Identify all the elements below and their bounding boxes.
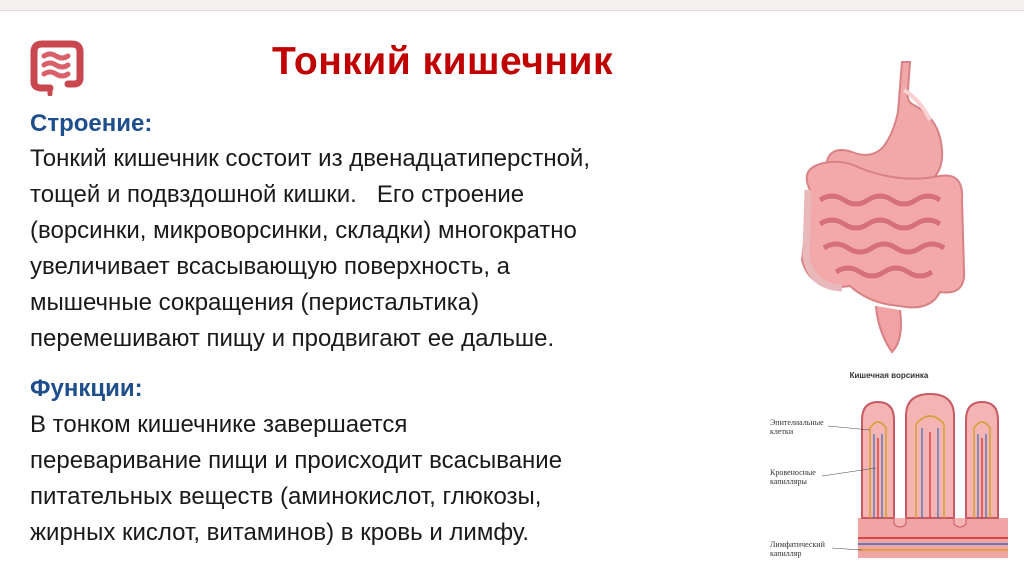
structure-text — [30, 141, 590, 357]
structure-line: мышечные сокращения (перистальтика) — [30, 289, 480, 316]
structure-heading: Строение: — [30, 110, 153, 137]
structure-line: Тонкий кишечник состоит из двенадцатиперстной, — [30, 145, 591, 172]
label-line: капилляр — [770, 549, 802, 558]
functions-line: В тонком кишечнике завершается — [30, 411, 408, 438]
blood-capillaries-label — [770, 468, 816, 486]
intestine-icon — [28, 38, 86, 96]
structure-line: перемешивают пищу и продвигают ее дальше. — [30, 325, 555, 352]
digestive-organs-illustration — [780, 60, 980, 355]
label-line: Лимфатический — [770, 540, 825, 549]
villus-caption: Кишечная ворсинка — [849, 371, 929, 380]
functions-text — [30, 407, 562, 551]
intestinal-villus-figure — [766, 368, 1012, 566]
label-line: капилляры — [770, 477, 807, 486]
label-line: Эпителиальные — [770, 418, 824, 427]
structure-line: увеличивает всасывающую поверхность, а — [30, 253, 511, 280]
lymph-capillary-label — [770, 540, 825, 558]
functions-line: жирных кислот, витаминов) в кровь и лимфу. — [30, 519, 530, 546]
structure-line: тощей и подвздошной кишки. Его строение — [30, 181, 525, 208]
label-line: клетки — [770, 427, 794, 436]
functions-heading: Функции: — [30, 375, 143, 402]
structure-line: (ворсинки, микроворсинки, складки) многократно — [30, 217, 577, 244]
villus-diagram — [766, 368, 1012, 566]
epithelial-cells-label — [770, 418, 824, 436]
page-title: Тонкий кишечник — [272, 40, 613, 83]
functions-line: питательных веществ (аминокислот, глюкозы, — [30, 483, 542, 510]
label-line: Кровеносные — [770, 468, 816, 477]
functions-line: переваривание пищи и происходит всасывание — [30, 447, 563, 474]
top-bar — [0, 0, 1024, 11]
